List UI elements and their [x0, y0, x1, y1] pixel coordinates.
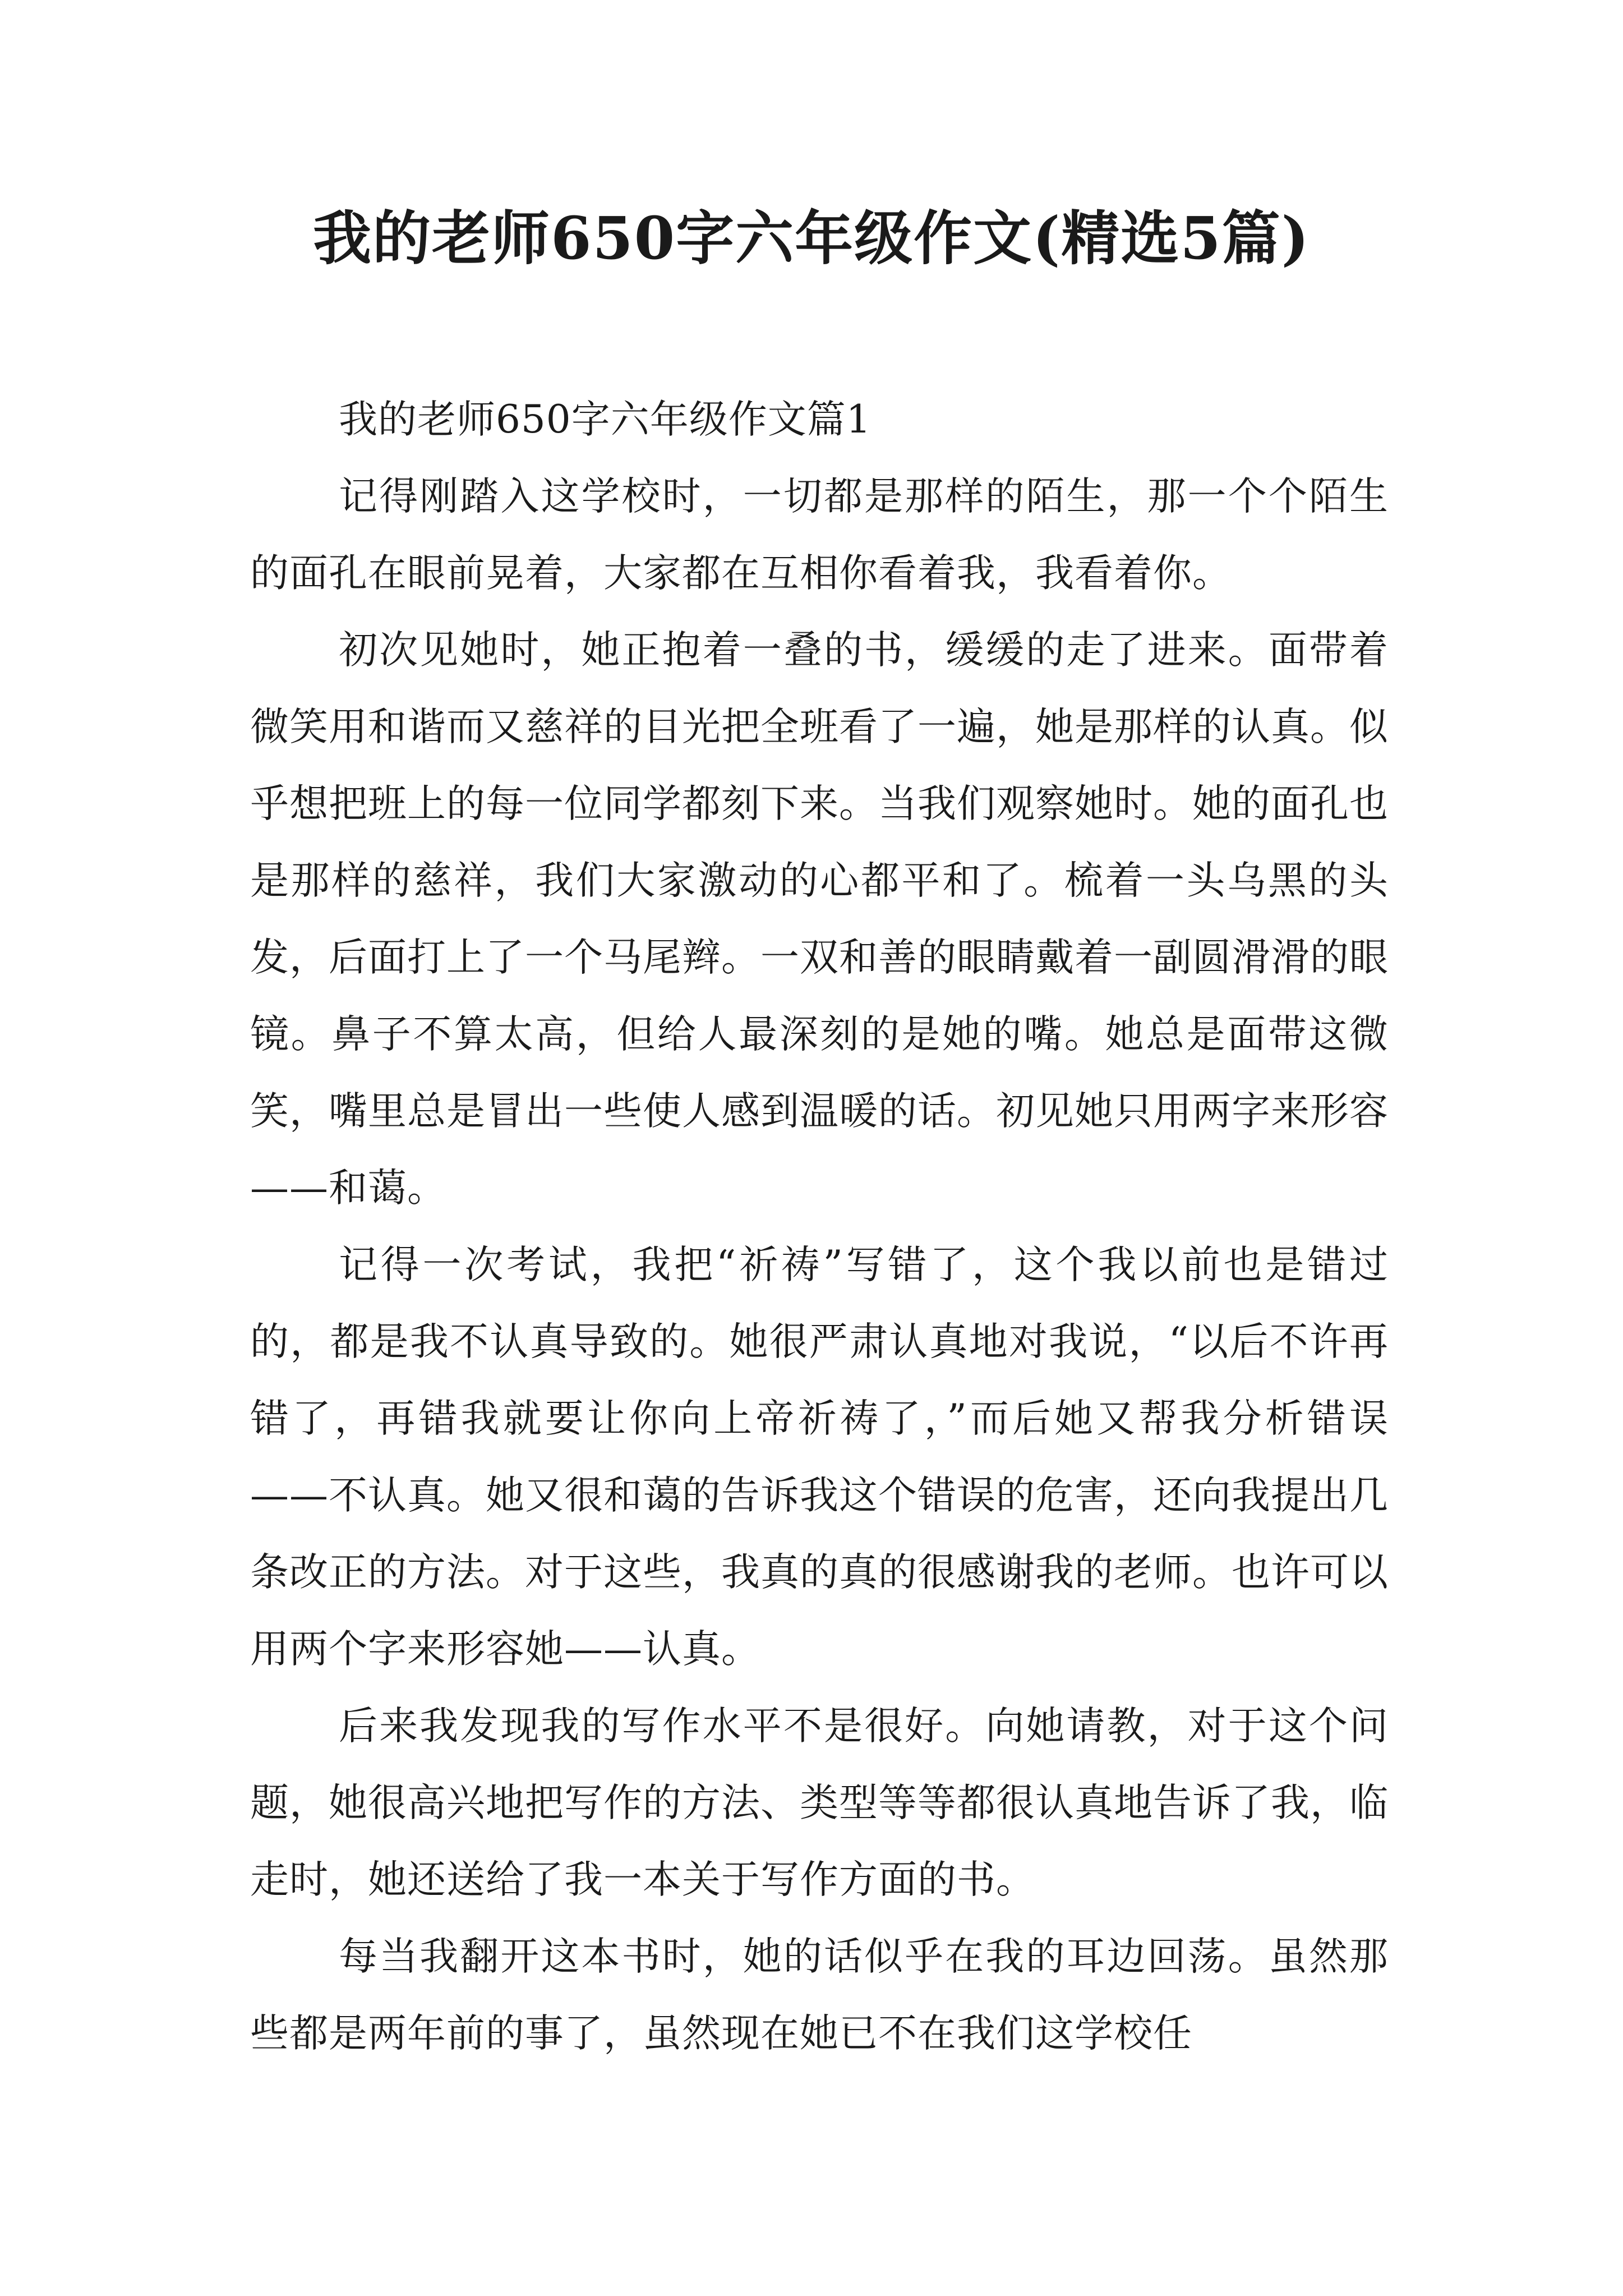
paragraph-2: 初次见她时，她正抱着一叠的书，缓缓的走了进来。面带着微笑用和谐而又慈祥的目光把全班看了一遍，她是那样的认真。似乎想把班上的每一位同学都刻下来。当我们观察她时。她的面孔也是那样的慈祥，我们大家激动的心都平和了。梳着一头乌黑的头发，后面打上了一个马尾辫。一双和善的眼睛戴着一副圆滑滑的眼镜。鼻子不算太高，但给人最深刻的是她的嘴。她总是面带这微笑，嘴里总是冒出一些使人感到温暖的话。初见她只用两字来形容——和蔼。 — [250, 628, 1389, 1211]
paragraph-1: 记得刚踏入这学校时，一切都是那样的陌生，那一个个陌生的面孔在眼前晃着，大家都在互相你看着我，我看着你。 — [250, 474, 1389, 596]
document-body — [250, 381, 1389, 2072]
document-title: 我的老师650字六年级作文(精选5篇) — [313, 204, 1310, 273]
paragraph-5: 每当我翻开这本书时，她的话似乎在我的耳边回荡。虽然那些都是两年前的事了，虽然现在她已不在我们这学校任 — [250, 1934, 1389, 2056]
paragraph-4: 后来我发现我的写作水平不是很好。向她请教，对于这个问题，她很高兴地把写作的方法、类型等等都很认真地告诉了我，临走时，她还送给了我一本关于写作方面的书。 — [250, 1704, 1389, 1902]
section-heading: 我的老师650字六年级作文篇1 — [339, 397, 872, 442]
paragraph-3: 记得一次考试，我把“祈祷”写错了，这个我以前也是错过的，都是我不认真导致的。她很严肃认真地对我说，“以后不许再错了，再错我就要让你向上帝祈祷了，”而后她又帮我分析错误——不认真。她又很和蔼的告诉我这个错误的危害，还向我提出几条改正的方法。对于这些，我真的真的很感谢我的老师。也许可以用两个字来形容她——认真。 — [250, 1243, 1389, 1672]
